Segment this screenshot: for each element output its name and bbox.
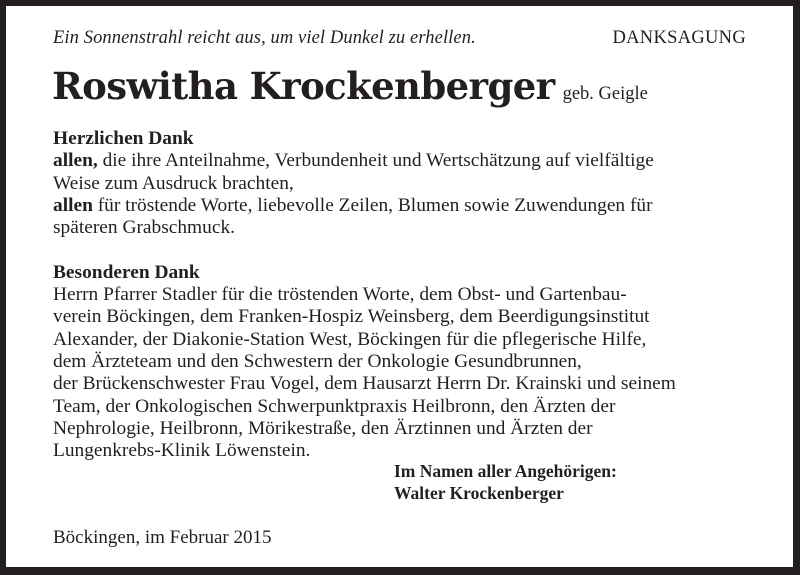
notice-body (53, 128, 773, 462)
body-line: späteren Grabschmuck. (53, 217, 235, 239)
obituary-card (6, 6, 793, 567)
section-heading: Herzlichen Dank (53, 128, 194, 149)
signature-name: Walter Krockenberger (394, 483, 564, 503)
body-line: Team, der Onkologischen Schwerpunktpraxis Heilbronn, den Ärzten der (53, 395, 616, 417)
body-line: dem Ärzteteam und den Schwestern der Onkologie Gesundbrunnen, (53, 350, 582, 372)
body-line: Nephrologie, Heilbronn, Mörikestraße, den Ärztinnen und Ärzten der (53, 417, 593, 439)
birth-name: geb. Geigle (562, 84, 648, 104)
place-and-date: Böckingen, im Februar 2015 (53, 527, 272, 548)
section-heading: Besonderen Dank (53, 261, 200, 283)
body-line: der Brückenschwester Frau Vogel, dem Hausarzt Herrn Dr. Krainski und seinem (53, 373, 676, 395)
body-line: Lungenkrebs-Klinik Löwenstein. (53, 440, 311, 462)
signature-block (394, 460, 617, 504)
signature-intro: Im Namen aller Angehörigen: (394, 461, 617, 481)
deceased-name-line (52, 64, 648, 108)
body-line: verein Böckingen, dem Franken-Hospiz Weinsberg, dem Beerdigungsinstitut (53, 306, 650, 328)
deceased-name: Roswitha Krockenberger (52, 64, 555, 108)
body-line: Herrn Pfarrer Stadler für die tröstenden Worte, dem Obst- und Gartenbau- (53, 284, 627, 306)
body-line: allen, die ihre Anteilnahme, Verbundenheit und Wertschätzung auf vielfältige (53, 150, 654, 172)
body-line: Weise zum Ausdruck brachten, (53, 172, 294, 194)
motto-quote: Ein Sonnenstrahl reicht aus, um viel Dunkel zu erhellen. (53, 28, 476, 48)
notice-type-label: DANKSAGUNG (612, 28, 746, 48)
body-line: Alexander, der Diakonie-Station West, Böckingen für die pflegerische Hilfe, (53, 328, 647, 350)
paragraph-gap (53, 239, 773, 261)
body-line: allen für tröstende Worte, liebevolle Zeilen, Blumen sowie Zuwendungen für (53, 194, 653, 216)
